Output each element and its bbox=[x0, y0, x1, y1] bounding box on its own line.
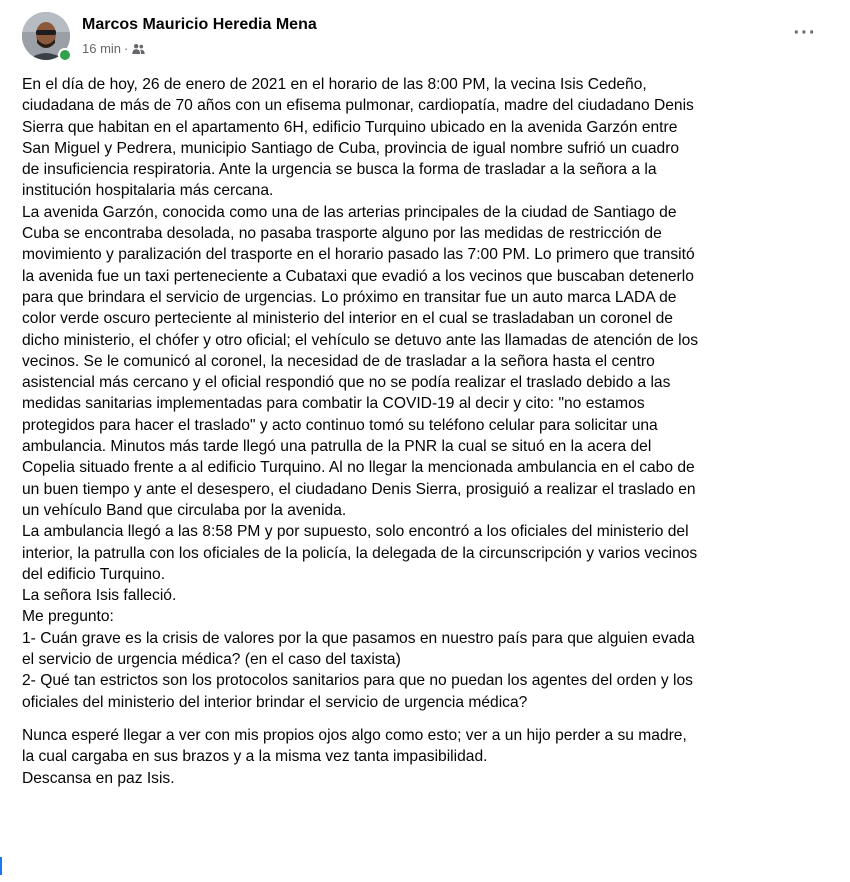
text-line: de insuficiencia respiratoria. Ante la urgencia se busca la forma de trasladar a la señora a la bbox=[22, 161, 657, 179]
text-line: institución hospitalaria más cercana. bbox=[22, 182, 274, 200]
friends-icon[interactable] bbox=[132, 43, 145, 55]
author-name[interactable]: Marcos Mauricio Heredia Mena bbox=[82, 16, 317, 33]
text-line: el servicio de urgencia médica? (en el caso del taxista) bbox=[22, 651, 401, 669]
text-line: medidas sanitarias implementadas para combatir la COVID-19 al decir y cito: "no estamos bbox=[22, 395, 645, 413]
text-line: color verde oscuro perteciente al ministerio del interior en el cual se trasladaban un coronel de bbox=[22, 310, 673, 328]
post-timestamp[interactable]: 16 min bbox=[82, 41, 122, 56]
meta-separator: · bbox=[124, 41, 129, 56]
text-line: Copelia situado frente a al edificio Turquino. Al no llegar la mencionada ambulancia en el cabo de bbox=[22, 459, 695, 477]
text-line: vecinos. Se le comunicó al coronel, la necesidad de de trasladar a la señora hasta el centro bbox=[22, 352, 655, 370]
text-line: San Miguel y Pedrera, municipio Santiago de Cuba, provincia de igual nombre sufrió un cuadro bbox=[22, 139, 680, 157]
post-body bbox=[22, 74, 842, 789]
text-line: Descansa en paz Isis. bbox=[22, 769, 175, 787]
post-paragraph bbox=[22, 74, 842, 713]
text-line: Sierra que habitan en el apartamento 6H, edificio Turquino ubicado en la avenida Garzón entre bbox=[22, 118, 678, 136]
post-paragraph bbox=[22, 725, 842, 789]
text-line: La señora Isis falleció. bbox=[22, 587, 177, 605]
text-line: del edificio Turquino. bbox=[22, 565, 166, 583]
text-line: Cuba se encontraba desolada, no pasaba trasporte alguno por las medidas de restricción de bbox=[22, 225, 662, 243]
text-line: asistencial más cercano y el oficial respondió que no se podía realizar el traslado debido a las bbox=[22, 374, 671, 392]
text-line: un vehículo Band que circulaba por la avenida. bbox=[22, 501, 347, 519]
more-options-icon: ··· bbox=[793, 21, 817, 44]
online-status-dot bbox=[58, 48, 72, 62]
text-line: Me pregunto: bbox=[22, 608, 114, 626]
text-line: dicho ministerio, el chófer y otro oficial; el vehículo se detuvo ante las llamadas de atención de los bbox=[22, 331, 699, 349]
text-line: protegidos para hacer el traslado" y acto continuo tomó su teléfono celular para solicitar una bbox=[22, 416, 658, 434]
text-line: En el día de hoy, 26 de enero de 2021 en el horario de las 8:00 PM, la vecina Isis Cedeño, bbox=[22, 76, 647, 93]
text-line: para que brindara el servicio de urgencias. Lo próximo en transitar fue un auto marca LADA de bbox=[22, 288, 677, 306]
post-header bbox=[22, 12, 830, 68]
text-line: 2- Qué tan estrictos son los protocolos sanitarios para que no puedan los agentes del orden y los bbox=[22, 672, 693, 690]
post-meta bbox=[82, 41, 145, 56]
text-line: la cual cargaba en sus brazos y a la misma vez tanta impasibilidad. bbox=[22, 748, 488, 766]
text-line: interior, la patrulla con los oficiales de la policía, la delegada de la circunscripción y varios vecinos bbox=[22, 544, 698, 562]
text-line: La ambulancia llegó a las 8:58 PM y por supuesto, solo encontró a los oficiales del ministerio del bbox=[22, 523, 689, 541]
text-line: Nunca esperé llegar a ver con mis propios ojos algo como esto; ver a un hijo perder a su madre, bbox=[22, 726, 687, 744]
scroll-marker bbox=[0, 857, 2, 875]
text-line: ambulancia. Minutos más tarde llegó una patrulla de la PNR la cual se situó en la acera del bbox=[22, 438, 652, 456]
text-line: ciudadana de más de 70 años con un efisema pulmonar, cardiopatía, madre del ciudadano Denis bbox=[22, 97, 694, 115]
text-line: movimiento y paralización del trasporte en el horario pasado las 7:00 PM. Lo primero que transitó bbox=[22, 246, 695, 264]
text-line: 1- Cuán grave es la crisis de valores por la que pasamos en nuestro país para que alguien evada bbox=[22, 629, 695, 647]
more-options-button[interactable] bbox=[790, 20, 820, 46]
text-line: un buen tiempo y ante el desespero, el ciudadano Denis Sierra, prosiguió a realizar el traslado en bbox=[22, 480, 696, 498]
text-line: la avenida fue un taxi perteneciente a Cubataxi que evadió a los vecinos que buscaban detenerlo bbox=[22, 267, 694, 285]
text-line: La avenida Garzón, conocida como una de las arterias principales de la ciudad de Santiago de bbox=[22, 203, 677, 221]
text-line: oficiales del ministerio del interior brindar el servicio de urgencia médica? bbox=[22, 693, 528, 711]
